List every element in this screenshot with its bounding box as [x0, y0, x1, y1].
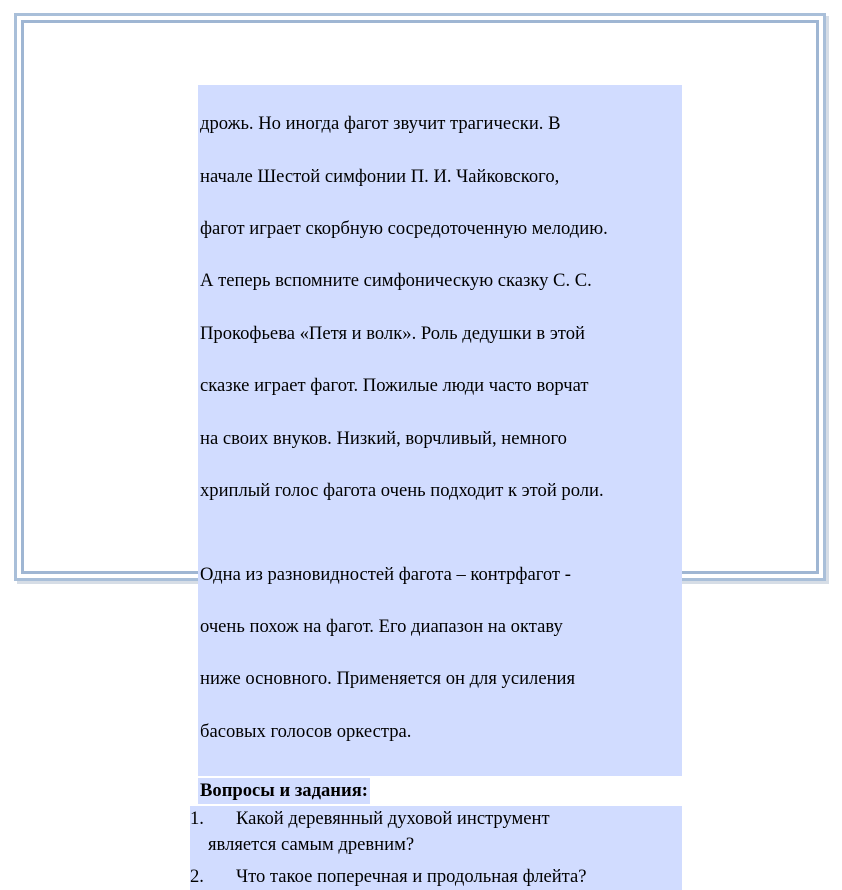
question-text: Какой деревянный духовой инструмент	[236, 808, 550, 830]
question-item	[190, 806, 682, 858]
text-line: А теперь вспомните симфоническую сказку С. С.	[200, 270, 592, 292]
text-line: Прокофьева «Петя и волк». Роль дедушки в этой	[200, 322, 585, 344]
question-text-continued: является самым древним?	[208, 834, 415, 856]
questions-heading-row	[190, 776, 682, 806]
question-text: Что такое поперечная и продольная флейта?	[236, 865, 587, 887]
text-line: фагот играет скорбную сосредоточенную мелодию.	[200, 218, 608, 240]
text-line: сказке играет фагот. Пожилые люди часто ворчат	[200, 375, 589, 397]
text-line: дрожь. Но иногда фагот звучит трагически. В	[200, 113, 561, 135]
text-line: Одна из разновидностей фагота – контрфагот -	[200, 563, 571, 585]
question-item	[190, 864, 682, 890]
text-line: начале Шестой симфонии П. И. Чайковского,	[200, 165, 560, 187]
question-number: 1.	[190, 808, 204, 830]
questions-heading: Вопросы и задания:	[198, 778, 370, 804]
text-block	[190, 85, 682, 890]
text-line: на своих внуков. Низкий, ворчливый, немного	[200, 427, 567, 449]
paragraph-1	[198, 85, 682, 530]
text-line: хриплый голос фагота очень подходит к этой роли.	[200, 480, 604, 502]
text-line: басовых голосов оркестра.	[200, 720, 412, 742]
text-line: очень похож на фагот. Его диапазон на октаву	[200, 616, 563, 638]
questions-list	[190, 806, 682, 890]
paragraph-2	[198, 535, 682, 771]
question-number: 2.	[190, 865, 204, 887]
text-line: ниже основного. Применяется он для усиления	[200, 668, 576, 690]
